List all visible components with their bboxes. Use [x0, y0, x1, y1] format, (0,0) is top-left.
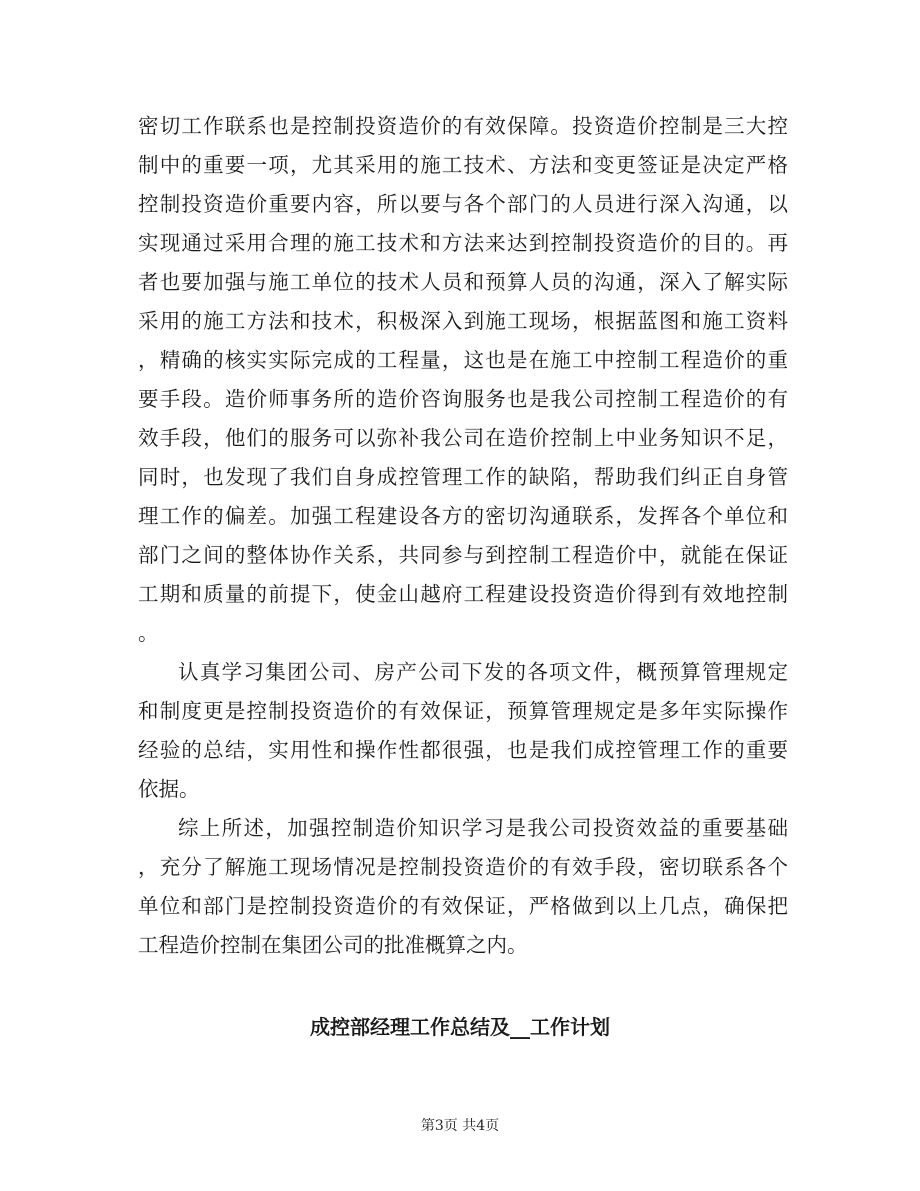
text-line: 工期和质量的前提下，使金山越府工程建设投资造价得到有效地控制 [138, 582, 788, 606]
text-line: 工程造价控制在集团公司的批准概算之内。 [138, 933, 528, 957]
text-line: 和制度更是控制投资造价的有效保证，预算管理规定是多年实际操作 [138, 699, 788, 723]
text-line: 认真学习集团公司、房产公司下发的各项文件，概预算管理规定 [178, 660, 788, 684]
page-number: 第3页 共4页 [420, 1118, 500, 1134]
section-heading: 成控部经理工作总结及__工作计划 [310, 1015, 610, 1039]
text-line: ，精确的核实实际完成的工程量，这也是在施工中控制工程造价的重 [138, 348, 788, 372]
text-line: 理工作的偏差。加强工程建设各方的密切沟通联系，发挥各个单位和 [138, 504, 788, 528]
text-line: ，充分了解施工现场情况是控制投资造价的有效手段，密切联系各个 [138, 855, 788, 879]
text-line: 同时，也发现了我们自身成控管理工作的缺陷，帮助我们纠正自身管 [138, 465, 788, 489]
text-line: 经验的总结，实用性和操作性都很强，也是我们成控管理工作的重要 [138, 738, 788, 762]
text-line: 采用的施工方法和技术，积极深入到施工现场，根据蓝图和施工资料 [138, 309, 788, 333]
text-line: 控制投资造价重要内容，所以要与各个部门的人员进行深入沟通，以 [138, 192, 788, 216]
text-line: 者也要加强与施工单位的技术人员和预算人员的沟通，深入了解实际 [138, 270, 788, 294]
text-line: 密切工作联系也是控制投资造价的有效保障。投资造价控制是三大控 [138, 114, 788, 138]
text-line: 制中的重要一项，尤其采用的施工技术、方法和变更签证是决定严格 [138, 153, 788, 177]
text-line: 单位和部门是控制投资造价的有效保证，严格做到以上几点，确保把 [138, 894, 788, 918]
text-line: 综上所述，加强控制造价知识学习是我公司投资效益的重要基础 [178, 816, 788, 840]
text-line: 部门之间的整体协作关系，共同参与到控制工程造价中，就能在保证 [138, 543, 788, 567]
text-line: 依据。 [138, 777, 200, 801]
text-line: 。 [138, 621, 159, 645]
text-line: 要手段。造价师事务所的造价咨询服务也是我公司控制工程造价的有 [138, 387, 788, 411]
text-line: 实现通过采用合理的施工技术和方法来达到控制投资造价的目的。再 [138, 231, 788, 255]
text-line: 效手段，他们的服务可以弥补我公司在造价控制上中业务知识不足， [138, 426, 788, 450]
